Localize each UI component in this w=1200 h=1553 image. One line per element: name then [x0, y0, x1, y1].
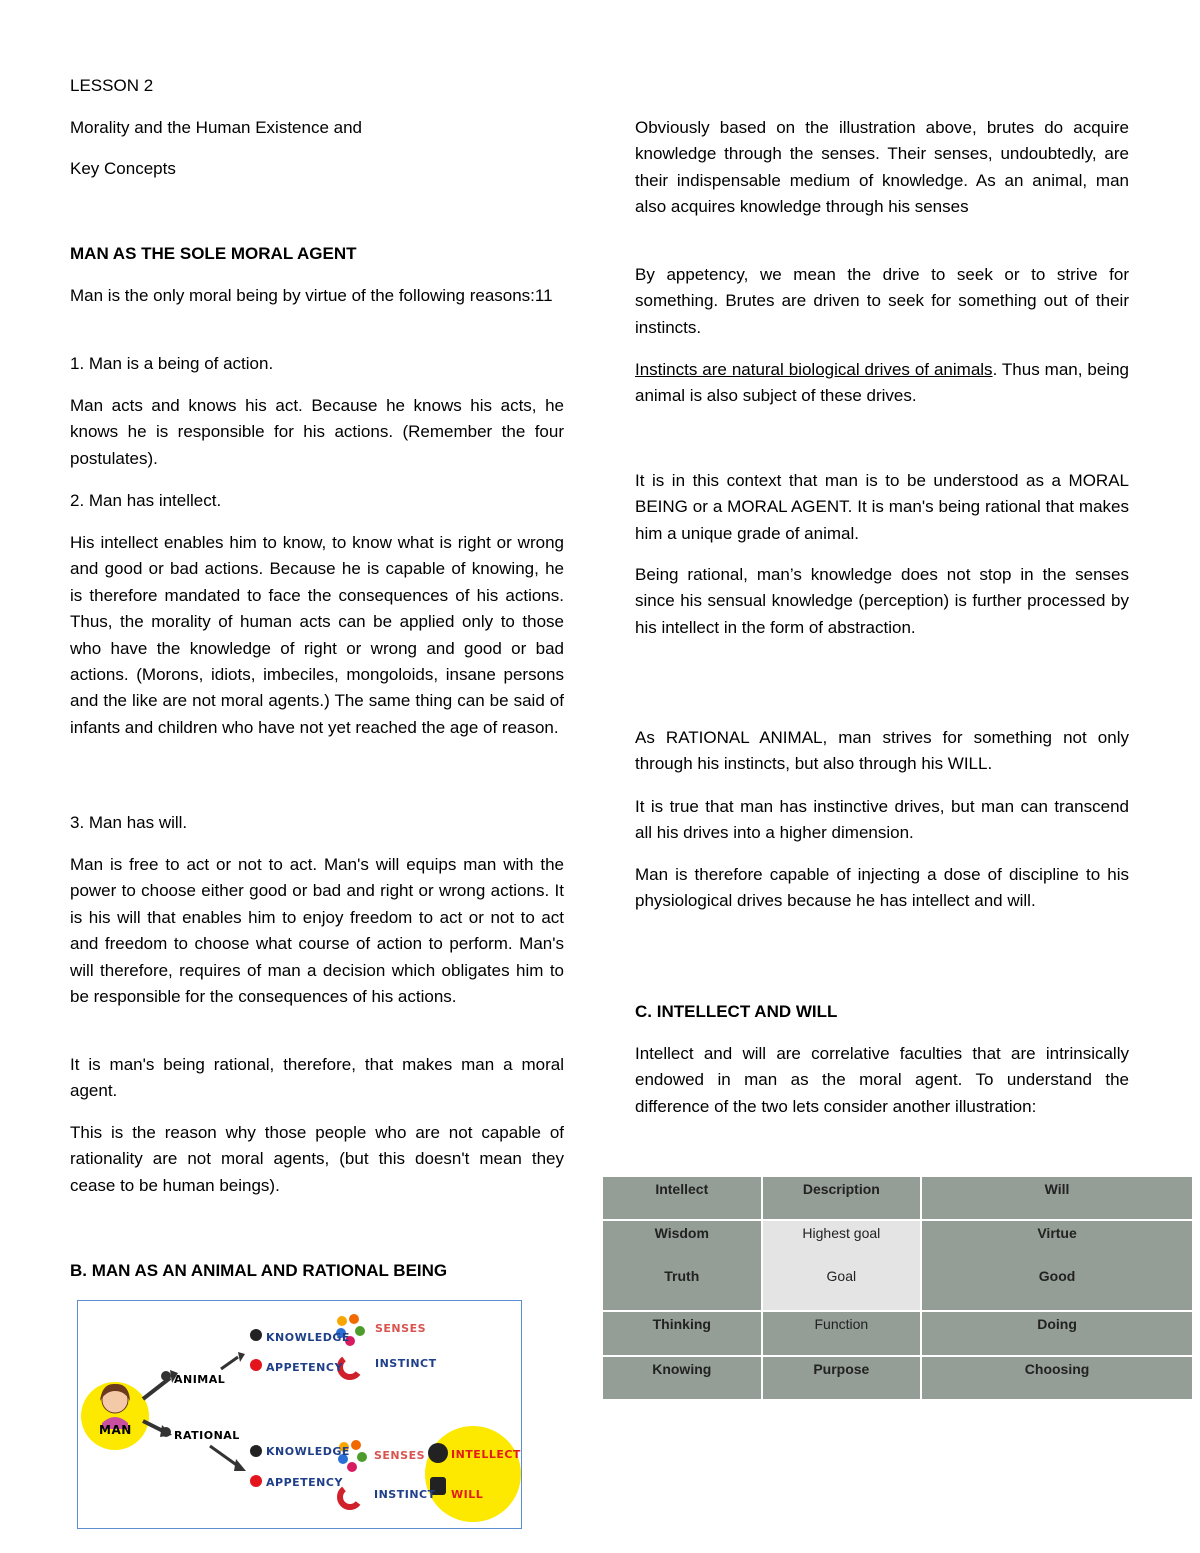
- senses-dot-icon: [347, 1462, 357, 1472]
- table-cell: Function: [762, 1311, 922, 1356]
- senses-paragraph: Obviously based on the illustration above, brutes do acquire knowledge through the senses. Their senses, undoubtedly, are their indispensable medium of knowledge. As an animal, man also acquires knowledge through his senses: [635, 118, 1129, 217]
- table-cell: Purpose: [762, 1356, 922, 1400]
- diagram-label-appetency-bottom: APPETENCY: [266, 1476, 343, 1489]
- diagram-label-will: WILL: [451, 1488, 484, 1501]
- abstraction-paragraph: Being rational, man’s knowledge does not stop in the senses since his sensual knowledge (perception) is further processed by his intellect in the form of abstraction.: [635, 565, 1129, 637]
- rational-bulb-icon: [161, 1427, 171, 1437]
- table-row: [602, 1220, 1193, 1264]
- diagram-label-knowledge-top: KNOWLEDGE: [266, 1331, 350, 1344]
- appetency-paragraph: By appetency, we mean the drive to seek or to strive for something. Brutes are driven to seek for something out of their instincts.: [635, 265, 1129, 337]
- moral-being-paragraph: It is in this context that man is to be understood as a MORAL BEING or a MORAL AGENT. It is man's being rational that makes him a unique grade of animal.: [635, 471, 1129, 543]
- appetency-apple-icon: [250, 1359, 262, 1371]
- arrow-head-animal-faculties: [238, 1352, 245, 1362]
- senses-dot-icon: [357, 1452, 367, 1462]
- diagram-label-man: MAN: [99, 1423, 132, 1437]
- table-cell: Knowing: [602, 1356, 762, 1400]
- instincts-paragraph: [635, 357, 1129, 410]
- instincts-rest: . Thus man, being animal is also subject of these drives.: [635, 360, 1129, 406]
- reason-3-text: Man is free to act or not to act. Man's will equips man with the power to choose either good or bad and right or wrong actions. It is his will that enables him to enjoy freedom to act or not to act and freedom to choose what course of action to perform. Man's will therefore, requires of man a decision which obligates him to be responsible for the consequences of his actions.: [70, 855, 564, 1007]
- intellect-will-table: [601, 1175, 1194, 1399]
- diagram-label-intellect: INTELLECT: [451, 1448, 521, 1461]
- lesson-title-line2: Key Concepts: [70, 159, 176, 178]
- table-cell: Thinking: [602, 1311, 762, 1356]
- heading-intellect-will: C. INTELLECT AND WILL: [635, 1002, 838, 1021]
- man-animal-rational-diagram: [77, 1300, 522, 1529]
- diagram-label-instinct-top: INSTINCT: [375, 1357, 437, 1370]
- diagram-label-rational: RATIONAL: [174, 1429, 240, 1442]
- knowledge-head-icon: [250, 1329, 262, 1341]
- discipline-paragraph: Man is therefore capable of injecting a dose of discipline to his physiological drives because he has intellect and will.: [635, 865, 1129, 911]
- arrow-head-rational-faculties: [234, 1459, 246, 1471]
- table-row: [602, 1311, 1193, 1356]
- senses-dot-icon: [355, 1326, 365, 1336]
- heading-animal-rational: B. MAN AS AN ANIMAL AND RATIONAL BEING: [70, 1261, 448, 1280]
- intro-paragraph: Man is the only moral being by virtue of the following reasons:11: [70, 286, 553, 305]
- arrow-to-animal: [143, 1378, 170, 1399]
- table-cell: Choosing: [921, 1356, 1193, 1400]
- transcend-paragraph: It is true that man has instinctive drives, but man can transcend all his drives into a higher dimension.: [635, 797, 1129, 843]
- senses-dot-icon: [337, 1316, 347, 1326]
- correlative-paragraph: Intellect and will are correlative faculties that are intrinsically endowed in man as the moral agent. To understand the difference of the two lets consider another illustration:: [635, 1044, 1129, 1116]
- reason-1-text: Man acts and knows his act. Because he knows his acts, he knows he is responsible for his actions. (Remember the four postulates).: [70, 396, 564, 468]
- header-intellect: Intellect: [602, 1176, 762, 1220]
- table-row: [602, 1356, 1193, 1400]
- senses-dot-icon: [349, 1314, 359, 1324]
- intellect-will-circle: [425, 1426, 521, 1522]
- diagram-label-instinct-bottom: INSTINCT: [374, 1488, 436, 1501]
- animal-bulb-icon: [161, 1371, 171, 1381]
- table-cell: Doing: [921, 1311, 1193, 1356]
- intellect-head-icon: [428, 1443, 448, 1463]
- reason-2-title: 2. Man has intellect.: [70, 491, 222, 510]
- header-will: Will: [921, 1176, 1193, 1220]
- table-row: [602, 1264, 1193, 1311]
- diagram-label-senses-top: SENSES: [375, 1322, 427, 1335]
- rational-paragraph: It is man's being rational, therefore, that makes man a moral agent.: [70, 1055, 564, 1101]
- diagram-label-appetency-top: APPETENCY: [266, 1361, 343, 1374]
- table-cell: Wisdom: [602, 1220, 762, 1264]
- table-cell: Virtue: [921, 1220, 1193, 1264]
- heading-sole-moral-agent: MAN AS THE SOLE MORAL AGENT: [70, 244, 357, 263]
- table-cell: Good: [921, 1264, 1193, 1311]
- lesson-label: LESSON 2: [70, 76, 154, 95]
- comparison-table: [601, 1175, 1194, 1401]
- reason-2-text: His intellect enables him to know, to know what is right or wrong and good or bad actions. Because he is capable of knowing, he is therefore mandated to face the consequences of his actions. Thus, the morality of human acts can be applied only to those who have the knowledge of right or wrong and good or bad actions. (Morons, idiots, imbeciles, mongoloids, insane persons and the like are not moral agents.) The same thing can be said of infants and children who have not yet reached the age of reason.: [70, 533, 564, 737]
- reason-1-title: 1. Man is a being of action.: [70, 354, 274, 373]
- instinct-magnet-icon: [340, 1489, 358, 1507]
- reason-3-title: 3. Man has will.: [70, 813, 188, 832]
- diagram-label-knowledge-bottom: KNOWLEDGE: [266, 1445, 350, 1458]
- table-cell: Highest goal: [762, 1220, 922, 1264]
- senses-dot-icon: [351, 1440, 361, 1450]
- header-description: Description: [762, 1176, 922, 1220]
- table-cell: Goal: [762, 1264, 922, 1311]
- table-header-row: [602, 1176, 1193, 1220]
- knowledge-head-icon: [250, 1445, 262, 1457]
- table-cell: Truth: [602, 1264, 762, 1311]
- arrow-rational-to-faculties: [210, 1446, 238, 1466]
- lesson-title-line1: Morality and the Human Existence and: [70, 118, 362, 137]
- reason-paragraph: This is the reason why those people who are not capable of rationality are not moral agents, (but this doesn't mean they cease to be human beings).: [70, 1123, 564, 1195]
- diagram-label-animal: ANIMAL: [174, 1373, 226, 1386]
- arrow-animal-to-faculties: [221, 1357, 238, 1369]
- rational-animal-paragraph: As RATIONAL ANIMAL, man strives for something not only through his instincts, but also through his WILL.: [635, 728, 1129, 774]
- appetency-apple-icon: [250, 1475, 262, 1487]
- instincts-definition: Instincts are natural biological drives of animals: [635, 360, 993, 379]
- diagram-label-senses-bottom: SENSES: [374, 1449, 426, 1462]
